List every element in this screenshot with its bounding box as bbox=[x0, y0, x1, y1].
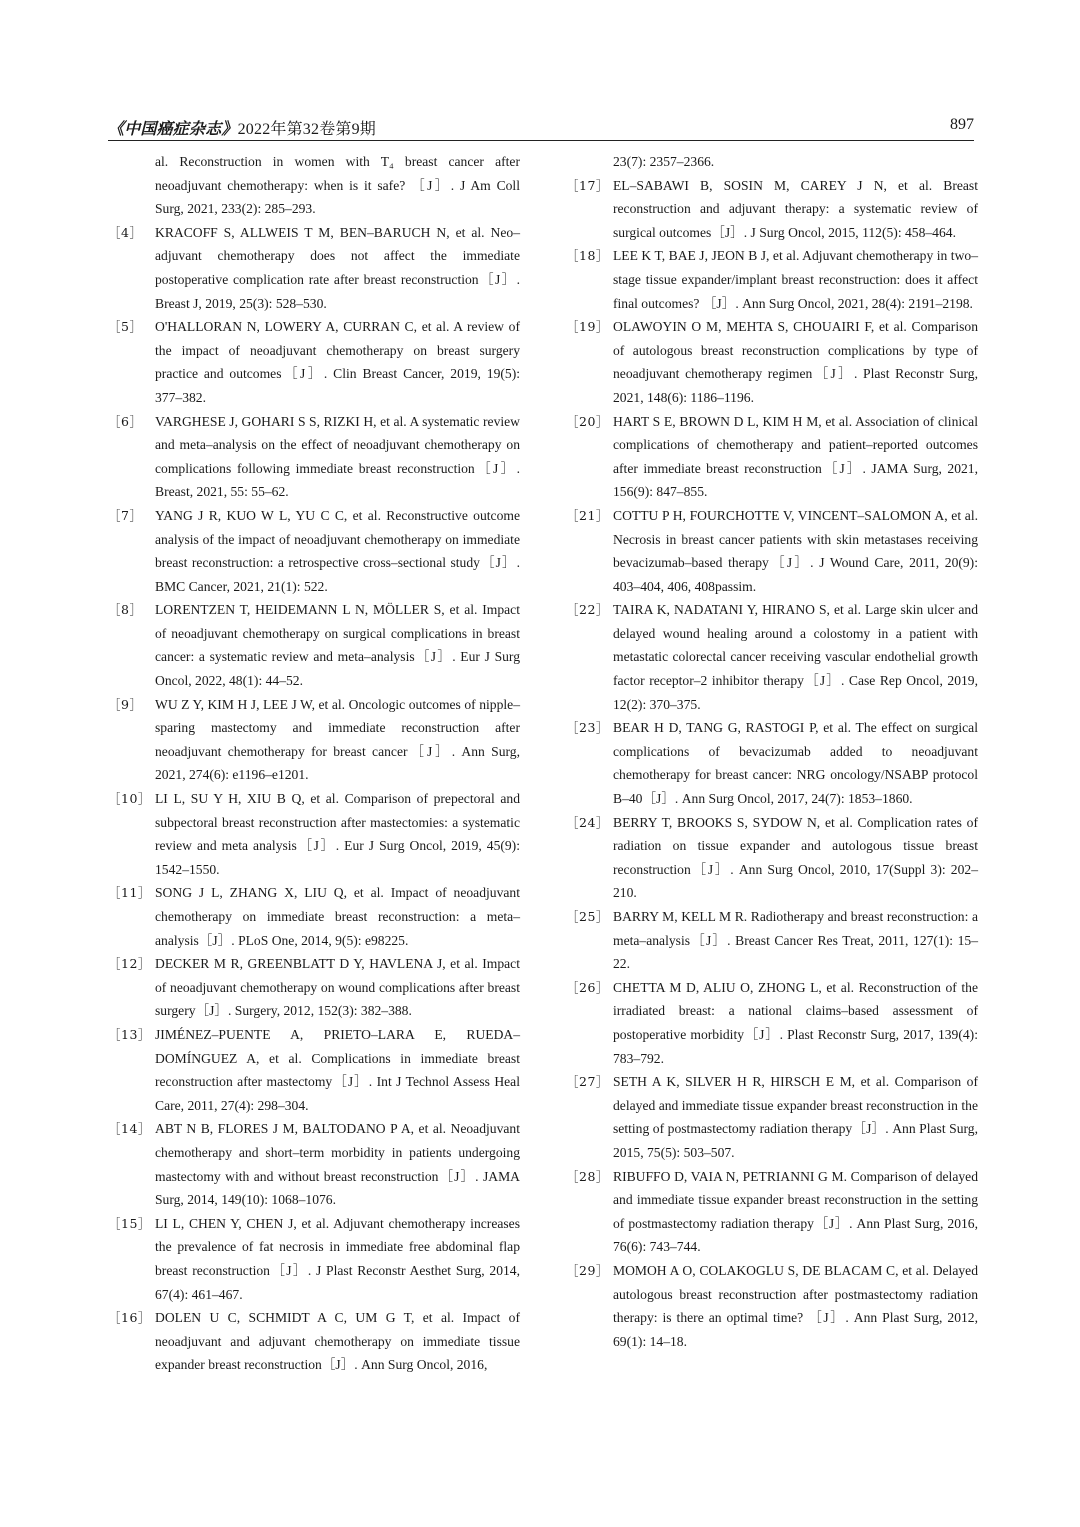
reference-item bbox=[566, 1259, 978, 1353]
reference-text: RIBUFFO D, VAIA N, PETRIANNI G M. Comparison of delayed and immediate tissue expander breast reconstruction in the setting of postmastectomy radiation therapy［J］. Ann Plast Surg, 2016, 76(6): 743–744. bbox=[613, 1168, 978, 1255]
reference-item bbox=[566, 811, 978, 905]
reference-number: ［23］ bbox=[566, 720, 609, 736]
reference-item bbox=[566, 504, 978, 598]
reference-text: LI L, CHEN Y, CHEN J, et al. Adjuvant chemotherapy increases the prevalence of fat necrosis in immediate free abdominal flap breast reconstruction［J］. J Plast Reconstr Aesthet Surg, 2014, 67(4): 461–467. bbox=[155, 1215, 520, 1302]
reference-text: LEE K T, BAE J, JEON B J, et al. Adjuvant chemotherapy in two–stage tissue expander/implant breast reconstruction: does it affect final outcomes? ［J］. Ann Surg Oncol, 2021, 28(4): 2191–2198. bbox=[613, 248, 978, 311]
reference-text: JIMÉNEZ–PUENTE A, PRIETO–LARA E, RUEDA–DOMÍNGUEZ A, et al. Complications in immediate breast reconstruction after mastectomy［J］. Int J Technol Assess Heal Care, 2011, 27(4): 298–304. bbox=[155, 1026, 520, 1113]
reference-text: YANG J R, KUO W L, YU C C, et al. Reconstructive outcome analysis of the impact of neoadjuvant chemotherapy on immediate breast reconstruction: a retrospective cross–sectional study［J］. BMC Cancer, 2021, 21(1): 522. bbox=[155, 507, 520, 594]
reference-item bbox=[108, 598, 520, 692]
journal-issue: 2022年第32卷第9期 bbox=[237, 121, 377, 138]
reference-number: ［4］ bbox=[108, 224, 143, 240]
reference-item bbox=[566, 1070, 978, 1164]
reference-number: ［28］ bbox=[566, 1168, 609, 1184]
reference-text: SETH A K, SILVER H R, HIRSCH E M, et al. Comparison of delayed and immediate tissue expander breast reconstruction in the setting of postmastectomy radiation therapy［J］. Ann Plast Surg, 2015, 75(5): 503–507. bbox=[613, 1074, 978, 1160]
reference-text: OLAWOYIN O M, MEHTA S, CHOUAIRI F, et al. Comparison of autologous breast reconstruction complications by type of neoadjuvant chemotherapy regimen［J］. Plast Reconstr Surg, 2021, 148(6): 1186–1196. bbox=[613, 319, 978, 405]
reference-number: ［18］ bbox=[566, 248, 609, 264]
reference-item bbox=[108, 1212, 520, 1306]
reference-item bbox=[108, 1306, 520, 1377]
reference-text: LI L, SU Y H, XIU B Q, et al. Comparison of prepectoral and subpectoral breast reconstruction after mastectomies: a systematic review and meta analysis［J］. Eur J Surg Oncol, 2019, 45(9): 1542–1550. bbox=[155, 791, 520, 877]
reference-continuation bbox=[108, 150, 520, 221]
reference-number: ［13］ bbox=[108, 1026, 151, 1042]
journal-name: 《中国癌症杂志》 bbox=[108, 121, 238, 138]
reference-text: SONG J L, ZHANG X, LIU Q, et al. Impact of neoadjuvant chemotherapy on immediate breast reconstruction: a meta–analysis［J］. PLoS One, 2014, 9(5): e98225. bbox=[155, 885, 520, 948]
reference-text: DECKER M R, GREENBLATT D Y, HAVLENA J, et al. Impact of neoadjuvant chemotherapy on wound complications after breast surgery［J］. Surgery, 2012, 152(3): 382–388. bbox=[155, 956, 520, 1019]
reference-item bbox=[108, 881, 520, 952]
reference-text: HART S E, BROWN D L, KIM H M, et al. Association of clinical complications of chemotherapy and patient–reported outcomes after immediate breast reconstruction［J］. JAMA Surg, 2021, 156(9): 847–855. bbox=[613, 413, 978, 500]
reference-number: ［27］ bbox=[566, 1074, 609, 1090]
reference-number: ［7］ bbox=[108, 507, 143, 523]
reference-number: ［20］ bbox=[566, 413, 609, 429]
reference-item bbox=[108, 787, 520, 881]
left-column bbox=[108, 150, 520, 1377]
reference-item bbox=[566, 410, 978, 504]
reference-text: KRACOFF S, ALLWEIS T M, BEN–BARUCH N, et al. Neo–adjuvant chemotherapy does not affect the immediate postoperative complication rate after breast reconstruction［J］. Breast J, 2019, 25(3): 528–530. bbox=[155, 224, 520, 311]
reference-text: COTTU P H, FOURCHOTTE V, VINCENT–SALOMON A, et al. Necrosis in breast cancer patients with skin metastases receiving bevacizumab–based therapy［J］. J Wound Care, 2011, 20(9): 403–404, 406, 408passim. bbox=[613, 507, 978, 594]
reference-number: ［10］ bbox=[108, 791, 151, 807]
reference-item bbox=[566, 976, 978, 1070]
reference-number: ［22］ bbox=[566, 602, 609, 618]
reference-item bbox=[108, 504, 520, 598]
reference-number: ［19］ bbox=[566, 319, 609, 335]
reference-item bbox=[566, 598, 978, 716]
journal-title bbox=[108, 116, 376, 139]
reference-number: ［8］ bbox=[108, 602, 143, 618]
reference-text: BARRY M, KELL M R. Radiotherapy and breast reconstruction: a meta–analysis［J］. Breast Cancer Res Treat, 2011, 127(1): 15–22. bbox=[613, 909, 978, 972]
reference-text: al. Reconstruction in women with T₄ breast cancer after neoadjuvant chemotherapy: when is it safe? ［J］. J Am Coll Surg, 2021, 233(2): 285–293. bbox=[155, 154, 520, 217]
reference-item bbox=[566, 716, 978, 810]
reference-item bbox=[108, 1117, 520, 1211]
reference-text: EL–SABAWI B, SOSIN M, CAREY J N, et al. Breast reconstruction and adjuvant therapy: a systematic review of surgical outcomes［J］. J Surg Oncol, 2015, 112(5): 458–464. bbox=[613, 177, 978, 240]
reference-number: ［6］ bbox=[108, 413, 143, 429]
reference-item bbox=[108, 952, 520, 1023]
reference-text: TAIRA K, NADATANI Y, HIRANO S, et al. Large skin ulcer and delayed wound healing around a colostomy in a patient with metastatic colorectal cancer receiving vascular endothelial growth factor receptor–2 inhibitor therapy［J］. Case Rep Oncol, 2019, 12(2): 370–375. bbox=[613, 602, 978, 712]
reference-item bbox=[108, 693, 520, 787]
reference-number: ［21］ bbox=[566, 507, 609, 523]
reference-item bbox=[566, 174, 978, 245]
reference-text: MOMOH A O, COLAKOGLU S, DE BLACAM C, et al. Delayed autologous breast reconstruction after postmastectomy radiation therapy: is there an optimal time? ［J］. Ann Plast Surg, 2012, 69(1): 14–18. bbox=[613, 1262, 978, 1349]
reference-number: ［9］ bbox=[108, 696, 143, 712]
reference-text: LORENTZEN T, HEIDEMANN L N, MÖLLER S, et al. Impact of neoadjuvant chemotherapy on surgical complications in breast cancer: a systematic review and meta–analysis［J］. Eur J Surg Oncol, 2022, 48(1): 44–52. bbox=[155, 602, 520, 689]
running-header bbox=[108, 114, 974, 141]
reference-item bbox=[566, 1165, 978, 1259]
reference-text: VARGHESE J, GOHARI S S, RIZKI H, et al. A systematic review and meta–analysis on the effect of neoadjuvant chemotherapy on complications following immediate breast reconstruction［J］. Breast, 2021, 55: 55–62. bbox=[155, 413, 520, 500]
right-column bbox=[566, 150, 978, 1353]
reference-text: DOLEN U C, SCHMIDT A C, UM G T, et al. Impact of neoadjuvant and adjuvant chemotherapy on immediate tissue expander breast reconstruction［J］. Ann Surg Oncol, 2016, bbox=[155, 1310, 520, 1373]
reference-text: 23(7): 2357–2366. bbox=[613, 154, 715, 169]
reference-item bbox=[108, 410, 520, 504]
reference-number: ［14］ bbox=[108, 1121, 151, 1137]
reference-text: O'HALLORAN N, LOWERY A, CURRAN C, et al. A review of the impact of neoadjuvant chemotherapy on breast surgery practice and outcomes［J］. Clin Breast Cancer, 2019, 19(5): 377–382. bbox=[155, 319, 520, 405]
reference-text: BEAR H D, TANG G, RASTOGI P, et al. The effect on surgical complications of bevacizumab added to neoadjuvant chemotherapy for breast cancer: NRG oncology/NSABP protocol B–40［J］. Ann Surg Oncol, 2017, 24(7): 1853–1860. bbox=[613, 720, 978, 807]
reference-number: ［24］ bbox=[566, 814, 609, 830]
page-number: 897 bbox=[950, 116, 974, 133]
reference-number: ［16］ bbox=[108, 1310, 151, 1326]
reference-text: WU Z Y, KIM H J, LEE J W, et al. Oncologic outcomes of nipple–sparing mastectomy and immediate reconstruction after neoadjuvant chemotherapy for breast cancer［J］. Ann Surg, 2021, 274(6): e1196–e1201. bbox=[155, 696, 520, 783]
reference-number: ［17］ bbox=[566, 177, 609, 193]
reference-continuation bbox=[566, 150, 978, 174]
reference-number: ［26］ bbox=[566, 979, 609, 995]
reference-item bbox=[566, 905, 978, 976]
reference-item bbox=[108, 1023, 520, 1117]
reference-number: ［25］ bbox=[566, 909, 609, 924]
reference-number: ［15］ bbox=[108, 1215, 151, 1231]
reference-text: ABT N B, FLORES J M, BALTODANO P A, et al. Neoadjuvant chemotherapy and short–term morbidity in patients undergoing mastectomy with and without breast reconstruction［J］. JAMA Surg, 2014, 149(10): 1068–1076. bbox=[155, 1121, 520, 1208]
reference-number: ［5］ bbox=[108, 319, 143, 335]
reference-item bbox=[566, 315, 978, 409]
reference-number: ［11］ bbox=[108, 885, 151, 901]
reference-item bbox=[566, 244, 978, 315]
reference-number: ［29］ bbox=[566, 1262, 609, 1278]
reference-item bbox=[108, 315, 520, 409]
reference-text: BERRY T, BROOKS S, SYDOW N, et al. Complication rates of radiation on tissue expander and autologous tissue breast reconstruction［J］. Ann Surg Oncol, 2010, 17(Suppl 3): 202–210. bbox=[613, 814, 978, 901]
reference-number: ［12］ bbox=[108, 956, 151, 972]
reference-item bbox=[108, 221, 520, 315]
reference-text: CHETTA M D, ALIU O, ZHONG L, et al. Reconstruction of the irradiated breast: a national claims–based assessment of postoperative morbidity［J］. Plast Reconstr Surg, 2017, 139(4): 783–792. bbox=[613, 979, 978, 1066]
